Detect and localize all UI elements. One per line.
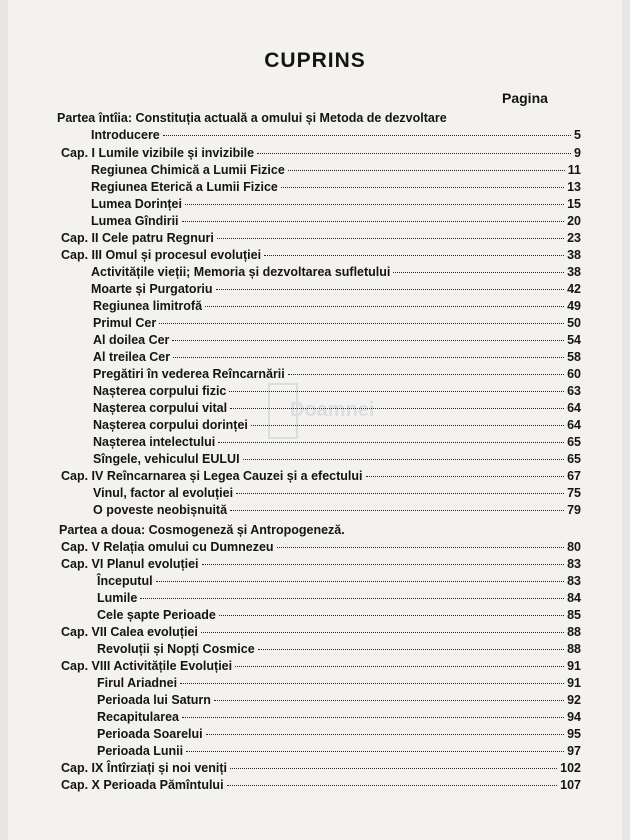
dot-leader	[202, 564, 565, 565]
toc-entry-text: Cap. VIII Activitățile Evoluției	[61, 659, 233, 673]
toc-entry-text: Cap. VII Calea evoluției	[61, 625, 198, 639]
toc-entry-page: 13	[567, 180, 581, 194]
toc-entry-text: Al doilea Cer	[93, 333, 170, 347]
toc-entry	[91, 264, 581, 281]
toc-entry-text: Cap. IV Reîncarnarea și Legea Cauzei și a efectului	[61, 469, 363, 483]
toc-entry-text: Perioada Soarelui	[97, 727, 203, 741]
toc-entry-page: 11	[567, 163, 581, 177]
toc-entry-page: 88	[567, 642, 581, 656]
dot-leader	[257, 153, 571, 154]
page-title: CUPRINS	[264, 49, 366, 72]
toc-entry	[93, 315, 581, 332]
dot-leader	[172, 340, 564, 341]
toc-entry-text: Regiunea limitrofă	[93, 299, 203, 313]
toc-entry	[61, 556, 581, 573]
toc-entry	[61, 760, 581, 777]
toc-entry-page: 85	[567, 608, 581, 622]
dot-leader	[186, 751, 564, 752]
dot-leader	[156, 581, 565, 582]
toc-entry-page: 94	[567, 710, 581, 724]
toc-entry	[97, 692, 581, 709]
toc-entry	[97, 607, 581, 624]
dot-leader	[281, 187, 564, 188]
dot-leader	[229, 391, 564, 392]
toc-entry-page: 67	[567, 469, 581, 483]
dot-leader	[180, 683, 564, 684]
toc-entry-page: 102	[560, 761, 581, 775]
toc-entry-text: Partea întîia: Constituția actuală a omului și Metoda de dezvoltare	[57, 111, 447, 125]
toc-entry	[91, 162, 581, 179]
toc-entry	[57, 110, 577, 127]
dot-leader	[251, 425, 564, 426]
dot-leader	[230, 768, 557, 769]
toc-entry	[93, 349, 581, 366]
toc-entry	[97, 709, 581, 726]
toc-entry-text: O poveste neobișnuită	[93, 503, 228, 517]
toc-entry	[93, 417, 581, 434]
toc-entry	[93, 366, 581, 383]
toc-entry-page: 64	[567, 418, 581, 432]
dot-leader	[218, 442, 564, 443]
dot-leader	[219, 615, 564, 616]
toc-entry	[91, 127, 581, 144]
toc-entry	[93, 451, 581, 468]
toc-entry-text: Partea a doua: Cosmogeneză și Antropogeneză.	[59, 523, 345, 537]
toc-entry	[91, 213, 581, 230]
toc-entry-page: 64	[567, 401, 581, 415]
toc-entry-page: 23	[567, 231, 581, 245]
dot-leader	[235, 666, 564, 667]
dot-leader	[173, 357, 564, 358]
dot-leader	[277, 547, 565, 548]
toc-entry-text: Cap. IX Întîrziați și noi veniți	[61, 761, 227, 775]
watermark-text: Doamnei	[290, 399, 375, 421]
toc-entry-page: 38	[567, 248, 581, 262]
toc-entry-text: Sîngele, vehiculul EULUI	[93, 452, 240, 466]
toc-entry-text: Cap. III Omul și procesul evoluției	[61, 248, 262, 262]
toc-entry	[59, 522, 579, 539]
dot-leader	[230, 408, 564, 409]
toc-entry-text: Cele șapte Perioade	[97, 608, 216, 622]
toc-entry-page: 65	[567, 435, 581, 449]
toc-entry-text: Vinul, factor al evoluției	[93, 486, 234, 500]
toc-entry	[91, 179, 581, 196]
toc-entry-page: 97	[567, 744, 581, 758]
toc-entry-page: 54	[567, 333, 581, 347]
dot-leader	[214, 700, 564, 701]
dot-leader	[159, 323, 564, 324]
dot-leader	[182, 221, 565, 222]
toc-entry-text: Cap. VI Planul evoluției	[61, 557, 199, 571]
toc-entry	[61, 468, 581, 485]
toc-entry-text: Regiunea Chimică a Lumii Fizice	[91, 163, 285, 177]
toc-entry-page: 63	[567, 384, 581, 398]
toc-entry	[93, 332, 581, 349]
toc-entry-page: 92	[567, 693, 581, 707]
toc-entry	[93, 400, 581, 417]
toc-entry-page: 95	[567, 727, 581, 741]
toc-entry	[97, 675, 581, 692]
page-column-label: Pagina	[502, 90, 548, 106]
toc-entry-text: Cap. V Relația omului cu Dumnezeu	[61, 540, 274, 554]
toc-entry-page: 60	[567, 367, 581, 381]
dot-leader	[185, 204, 564, 205]
dot-leader	[230, 510, 564, 511]
toc-entry-text: Lumile	[97, 591, 138, 605]
toc-entry-page: 83	[567, 574, 581, 588]
dot-leader	[393, 272, 564, 273]
toc-entry	[97, 743, 581, 760]
toc-entry-page: 20	[567, 214, 581, 228]
toc-entry	[93, 434, 581, 451]
toc-entry-text: Moarte și Purgatoriu	[91, 282, 213, 296]
dot-leader	[288, 170, 565, 171]
toc-entry-page: 5	[574, 128, 581, 142]
toc-entry-page: 15	[567, 197, 581, 211]
toc-entry-text: Lumea Dorinței	[91, 197, 182, 211]
toc-entry	[93, 298, 581, 315]
toc-entry-text: Recapitularea	[97, 710, 179, 724]
dot-leader	[205, 306, 564, 307]
toc-entry-page: 58	[567, 350, 581, 364]
toc-entry	[93, 502, 581, 519]
toc-entry-text: Al treilea Cer	[93, 350, 171, 364]
toc-entry-text: Nașterea corpului vital	[93, 401, 228, 415]
toc-entry-text: Cap. X Perioada Pămîntului	[61, 778, 224, 792]
toc-entry-text: Introducere	[91, 128, 160, 142]
toc-entry-page: 9	[574, 146, 581, 160]
dot-leader	[216, 289, 565, 290]
toc-entry	[93, 485, 581, 502]
toc-entry-page: 50	[567, 316, 581, 330]
toc-entry-text: Nașterea corpului fizic	[93, 384, 227, 398]
toc-entry-text: Regiunea Eterică a Lumii Fizice	[91, 180, 278, 194]
toc-entry	[93, 383, 581, 400]
toc-entry	[61, 539, 581, 556]
toc-entry-text: Lumea Gîndirii	[91, 214, 179, 228]
toc-entry-text: Cap. II Cele patru Regnuri	[61, 231, 214, 245]
dot-leader	[258, 649, 564, 650]
toc-entry-text: Nașterea corpului dorinței	[93, 418, 248, 432]
toc-entry-text: Perioada lui Saturn	[97, 693, 211, 707]
dot-leader	[264, 255, 564, 256]
toc-entry-text: Pregătiri în vederea Reîncarnării	[93, 367, 285, 381]
toc-entry-text: Nașterea intelectului	[93, 435, 216, 449]
toc-entry-page: 42	[567, 282, 581, 296]
toc-entry-page: 65	[567, 452, 581, 466]
dot-leader	[217, 238, 564, 239]
toc-entry-page: 107	[560, 778, 581, 792]
dot-leader	[206, 734, 564, 735]
dot-leader	[182, 717, 564, 718]
dot-leader	[243, 459, 565, 460]
toc-entry-text: Firul Ariadnei	[97, 676, 178, 690]
dot-leader	[236, 493, 564, 494]
dot-leader	[201, 632, 564, 633]
toc-entry	[97, 726, 581, 743]
toc-entry-page: 38	[567, 265, 581, 279]
toc-entry-page: 91	[567, 676, 581, 690]
toc-entry-text: Primul Cer	[93, 316, 157, 330]
toc-entry	[91, 196, 581, 213]
toc-entry	[61, 777, 581, 794]
dot-leader	[140, 598, 564, 599]
toc-entry	[97, 573, 581, 590]
dot-leader	[288, 374, 564, 375]
dot-leader	[163, 135, 571, 136]
toc-entry	[97, 641, 581, 658]
dot-leader	[366, 476, 565, 477]
toc-entry-text: Perioada Lunii	[97, 744, 184, 758]
toc-entry	[61, 145, 581, 162]
toc-entry-page: 91	[567, 659, 581, 673]
toc-entry-text: Cap. I Lumile vizibile și invizibile	[61, 146, 255, 160]
toc-entry-page: 79	[567, 503, 581, 517]
toc-entry-page: 80	[567, 540, 581, 554]
toc-entry	[61, 658, 581, 675]
toc-entry	[61, 230, 581, 247]
toc-entry	[91, 281, 581, 298]
toc-entry-page: 83	[567, 557, 581, 571]
toc-entry-page: 75	[567, 486, 581, 500]
toc-entry-page: 88	[567, 625, 581, 639]
toc-entry	[61, 247, 581, 264]
dot-leader	[227, 785, 558, 786]
toc-entry-text: Revoluții și Nopți Cosmice	[97, 642, 255, 656]
toc-entry-text: Activitățile vieții; Memoria și dezvoltarea sufletului	[91, 265, 391, 279]
toc-entry-page: 84	[567, 591, 581, 605]
toc-entry	[61, 624, 581, 641]
toc-entry-page: 49	[567, 299, 581, 313]
toc-entry	[97, 590, 581, 607]
toc-entry-text: Începutul	[97, 574, 153, 588]
